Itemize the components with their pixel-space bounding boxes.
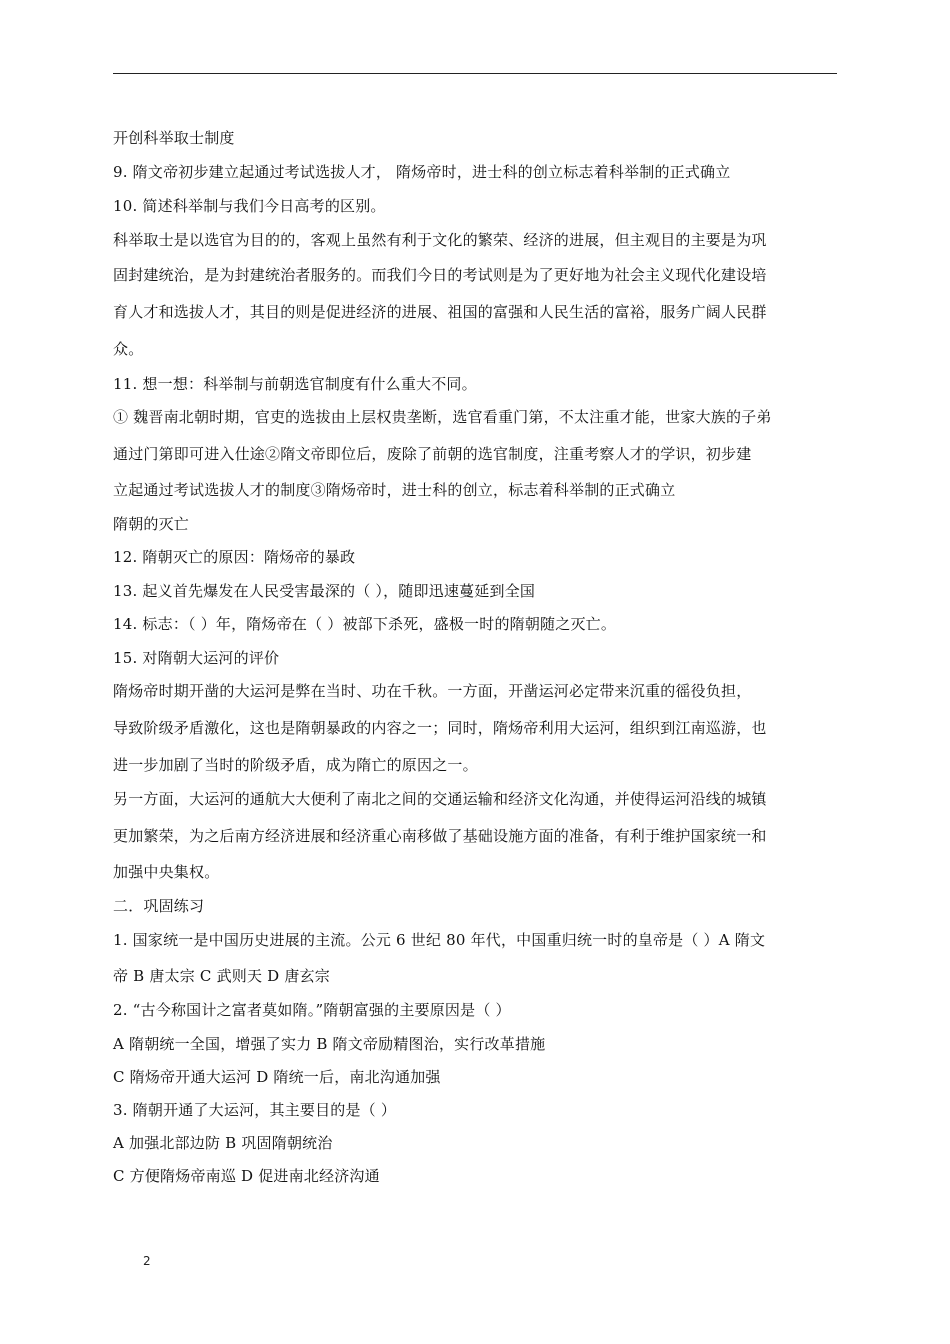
question-line: 帝 B 唐太宗 C 武则天 D 唐玄宗 — [113, 967, 330, 985]
text-line: 立起通过考试选拔人才的制度③隋炀帝时，进士科的创立，标志着科举制的正式确立 — [113, 481, 676, 499]
section-heading: 二．巩固练习 — [113, 897, 205, 915]
page-number: 2 — [143, 1254, 151, 1268]
section-heading: 隋朝的灭亡 — [113, 515, 190, 533]
text-line: 进一步加剧了当时的阶级矛盾，成为隋亡的原因之一。 — [113, 756, 478, 774]
header-rule — [113, 73, 837, 74]
text-line: 隋炀帝时期开凿的大运河是弊在当时、功在千秋。一方面，开凿运河必定带来沉重的徭役负担， — [113, 682, 752, 700]
text-line: 13. 起义首先爆发在人民受害最深的（ ），随即迅速蔓延到全国 — [113, 582, 536, 600]
text-line: 育人才和选拔人才，其目的则是促进经济的进展、祖国的富强和人民生活的富裕，服务广阔人民群 — [113, 303, 767, 321]
text-line: 科举取士是以选官为目的的，客观上虽然有利于文化的繁荣、经济的进展，但主观目的主要是为巩 — [113, 231, 767, 249]
question-line: 2. “古今称国计之富者莫如隋。”隋朝富强的主要原因是（ ） — [113, 1001, 511, 1019]
text-line: 开创科举取士制度 — [113, 129, 235, 147]
text-line: 12. 隋朝灭亡的原因：隋炀帝的暴政 — [113, 548, 356, 566]
question-option-line: A 加强北部边防 B 巩固隋朝统治 — [113, 1134, 333, 1152]
text-line: 导致阶级矛盾激化，这也是隋朝暴政的内容之一；同时，隋炀帝利用大运河，组织到江南巡游，也 — [113, 719, 767, 737]
text-line: 更加繁荣，为之后南方经济进展和经济重心南移做了基础设施方面的准备，有利于维护国家统一和 — [113, 827, 767, 845]
text-line: 10. 简述科举制与我们今日高考的区别。 — [113, 197, 386, 215]
text-line: 9. 隋文帝初步建立起通过考试选拔人才， 隋炀帝时，进士科的创立标志着科举制的正式确立 — [113, 163, 731, 181]
text-line: 加强中央集权。 — [113, 863, 220, 881]
question-option-line: C 隋炀帝开通大运河 D 隋统一后，南北沟通加强 — [113, 1068, 441, 1086]
text-line: 14. 标志：（ ）年，隋炀帝在（ ）被部下杀死，盛极一时的隋朝随之灭亡。 — [113, 615, 617, 633]
question-option-line: C 方便隋炀帝南巡 D 促进南北经济沟通 — [113, 1167, 380, 1185]
text-line: 15. 对隋朝大运河的评价 — [113, 649, 280, 667]
question-line: 1. 国家统一是中国历史进展的主流。公元 6 世纪 80 年代，中国重归统一时的皇帝是（ ）A 隋文 — [113, 931, 766, 949]
text-line: 11. 想一想：科举制与前朝选官制度有什么重大不同。 — [113, 375, 477, 393]
text-line: ① 魏晋南北朝时期，官吏的选拔由上层权贵垄断，选官看重门第，不太注重才能，世家大族的子弟 — [113, 408, 772, 426]
question-option-line: A 隋朝统一全国，增强了实力 B 隋文帝励精图治，实行改革措施 — [113, 1035, 546, 1053]
text-line: 通过门第即可进入仕途②隋文帝即位后，废除了前朝的选官制度，注重考察人才的学识，初步建 — [113, 445, 752, 463]
question-line: 3. 隋朝开通了大运河，其主要目的是（ ） — [113, 1101, 397, 1119]
text-line: 固封建统治，是为封建统治者服务的。而我们今日的考试则是为了更好地为社会主义现代化建设培 — [113, 266, 767, 284]
text-line: 另一方面，大运河的通航大大便利了南北之间的交通运输和经济文化沟通，并使得运河沿线的城镇 — [113, 790, 767, 808]
text-line: 众。 — [113, 340, 144, 358]
